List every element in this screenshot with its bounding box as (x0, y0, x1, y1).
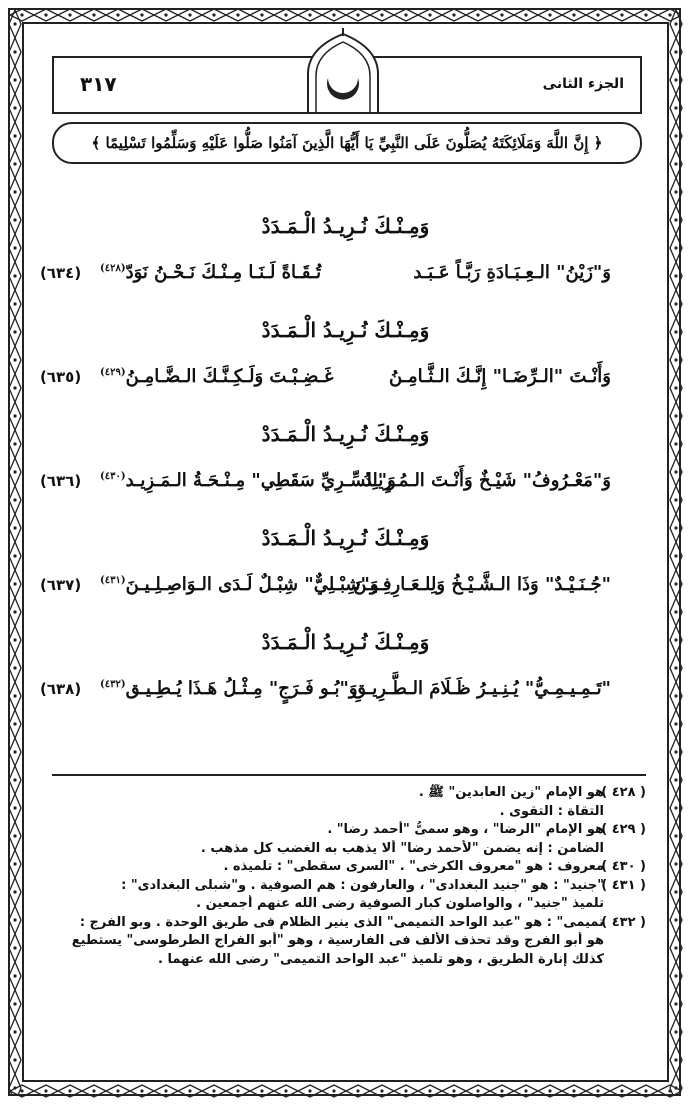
verse-first-hemistich: وَ"زَيْنُ" الـعِـبَـادَةِ رَبَّـاً عَـبَـد (413, 262, 611, 283)
footnote-ref: (٤٣١) (100, 575, 126, 586)
verse-number: (٦٣٤) (40, 264, 82, 282)
page-content (40, 36, 651, 1076)
refrain-line: وَمِـنْـكَ نُـرِيـدُ الْـمَـدَدْ (261, 422, 430, 446)
footnote-text: معروف : هو "معروف الكرخى" . "السرى سقطى" : تلميذه . (223, 859, 604, 874)
footnote-number: ( ٤٢٩ ) (601, 822, 646, 837)
verse-row (40, 350, 651, 414)
footnotes (48, 784, 646, 969)
quranic-verse-banner: ﴿ إِنَّ اللَّهَ وَمَلَائِكَتَهُ يُصَلُّونَ عَلَى النَّبِيِّ يَا أَيُّهَا الَّذِينَ آمَنُوا صَلُّوا عَلَيْهِ وَسَلِّمُوا تَسْلِيمًا ﴾ (52, 122, 642, 164)
crescent-dome-icon (298, 28, 388, 112)
verse-row (40, 662, 651, 726)
footnote (48, 858, 646, 877)
footnote-text: "جنيد" : هو "جنيد البغدادى" ، والعارفون : هم الصوفية . و"شبلى البغدادى" : (121, 877, 604, 893)
part-title: الجزء الثانى (542, 76, 624, 92)
footnote-ref: (٤٢٨) (100, 263, 126, 274)
verse-number: (٦٣٨) (40, 680, 82, 698)
footnote-ref: (٤٢٩) (100, 367, 126, 378)
footnote (48, 784, 646, 821)
footnote-number: ( ٤٣١ ) (601, 877, 646, 893)
verse-second-hemistich: وَ"بُـو فَـرَجٍ" مِـثْـلُ هَـذَا يُـطِـيـق$^{(٤٣٢)}$ (100, 678, 358, 699)
footnote-text: هو الإمام "زين العابدين" ﷺ . (418, 785, 604, 800)
footnote-ref: (٤٣٢) (100, 679, 126, 690)
verse-number: (٦٣٦) (40, 472, 82, 490)
verse-second-hemistich: تُـقَـاةً لَـنَـا مِـنْـكَ نَـحْـنُ نَوَدّ$^{(٤٢٨)}$ (100, 262, 322, 283)
footnote-number: ( ٤٣٢ ) (601, 914, 646, 930)
footnote-text: كذلك إنارة الطريق ، وهو تلميذ "عبد الواحد التميمى" رضى الله عنهما . (158, 951, 604, 967)
verse-number: (٦٣٧) (40, 576, 82, 594)
footnote (48, 821, 646, 858)
poem (40, 206, 651, 726)
footnote-ref: (٤٣٠) (100, 471, 126, 482)
footnote-text: تلميذ "جنيد" ، والواصلون كبار الصوفية رضى الله عنهم أجمعين . (196, 896, 604, 911)
refrain-line: وَمِـنْـكَ نُـرِيـدُ الْـمَـدَدْ (261, 318, 430, 342)
footnote-number: ( ٤٢٨ ) (601, 785, 646, 800)
footnote (48, 877, 646, 914)
refrain-line: وَمِـنْـكَ نُـرِيـدُ الْـمَـدَدْ (261, 214, 430, 238)
verse-row (40, 558, 651, 622)
verse-row (40, 454, 651, 518)
verse-row (40, 246, 651, 310)
verse-number: (٦٣٥) (40, 368, 82, 386)
verse-first-hemistich: "تَـمِـيـمِـيُّ" يُـنِـيـرُ ظَـلَامَ الـطَّـرِيـقِ (351, 678, 611, 699)
footnote-text: هو الإمام "الرضا" ، وهو سمىُّ "أحمد رضا" . (327, 822, 604, 837)
footnote (48, 914, 646, 970)
verse-second-hemistich: وَ"لِلسِّـرِيِّ سَقَطِي" مِـنْـحَـةُ الـمَـزِيـد$^{(٤٣٠)}$ (100, 470, 396, 491)
refrain-line: وَمِـنْـكَ نُـرِيـدُ الْـمَـدَدْ (261, 526, 430, 550)
verse-first-hemistich: وَأَنْـتَ "الـرِّضَـا" إِنَّـكَ الـثَّـامِـنُ (389, 366, 611, 387)
footnote-divider (52, 774, 646, 776)
verse-first-hemistich: "جُـنَـيْـدٌ" وَذَا الـشَّـيْـخُ وَلِلـعَـارِفِـيـنَ (353, 574, 611, 595)
verse-first-hemistich: وَ"مَعْـرُوفُ" شَيْـخٌ وَأَنْـتَ الـمُـرِيـدُ (363, 470, 611, 491)
footnote-text: تميمى" : هو "عبد الواحد التميمى" الذى ينير الظلام فى طريق الوحدة . وبو الفرج : (79, 914, 604, 930)
footnote-number: ( ٤٣٠ ) (601, 859, 646, 874)
footnote-text: الضامن : إنه يضمن "لأحمد رضا" ألا يذهب به الغضب كل مذهب . (200, 840, 604, 856)
footnote-text: هو أبو الفرج وقد تحذف الألف فى الفارسية ، وهو "أبو الفراج الطرطوسى" يستطيع (71, 933, 604, 948)
page-number: ٣١٧ (80, 72, 117, 96)
refrain-line: وَمِـنْـكَ نُـرِيـدُ الْـمَـدَدْ (261, 630, 430, 654)
verse-second-hemistich: وَ"شِبْـلِيٌّ" شِبْـلٌ لَـدَى الـوَاصِـلِـيـنَ$^{(٤٣١)}$ (100, 574, 379, 595)
footnote-text: التقاة : التقوى . (499, 803, 604, 819)
verse-second-hemistich: غَـضِـبْـتَ وَلَـكِـنَّـكَ الـضَّـامِـنُ$^{(٤٢٩)}$ (100, 366, 334, 387)
